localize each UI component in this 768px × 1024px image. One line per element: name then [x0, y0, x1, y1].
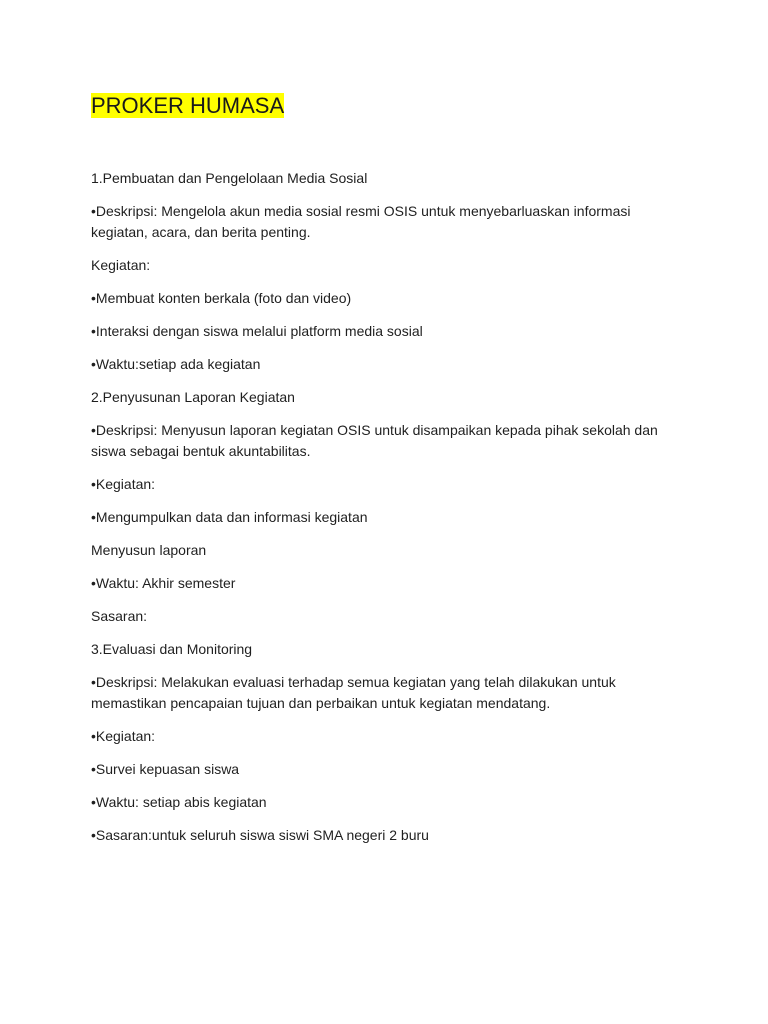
section-heading-2: 2.Penyusunan Laporan Kegiatan [91, 389, 295, 405]
document-body [91, 168, 691, 858]
list-item: •Sasaran:untuk seluruh siswa siswi SMA negeri 2 buru [91, 827, 429, 843]
section-heading-1: 1.Pembuatan dan Pengelolaan Media Sosial [91, 170, 368, 186]
section-heading-3: 3.Evaluasi dan Monitoring [91, 641, 253, 657]
list-item: •Waktu: Akhir semester [91, 575, 236, 591]
paragraph-label-kegiatan-1: Kegiatan: [91, 257, 151, 273]
list-item: •Membuat konten berkala (foto dan video) [91, 290, 352, 306]
list-item: •Kegiatan: [91, 476, 156, 492]
list-item: Menyusun laporan [91, 542, 207, 558]
paragraph-description-2: •Deskripsi: Menyusun laporan kegiatan OSIS untuk disampaikan kepada pihak sekolah dan siswa sebagai bentuk akuntabilitas. [91, 422, 662, 459]
list-item: •Interaksi dengan siswa melalui platform media sosial [91, 323, 423, 339]
paragraph-description-1: •Deskripsi: Mengelola akun media sosial resmi OSIS untuk menyebarluaskan informasi kegiatan, acara, dan berita penting. [91, 203, 635, 240]
list-item: •Mengumpulkan data dan informasi kegiatan [91, 509, 368, 525]
paragraph-label-sasaran-2: Sasaran: [91, 608, 148, 624]
list-item: •Survei kepuasan siswa [91, 761, 240, 777]
list-item: •Kegiatan: [91, 728, 156, 744]
document-title-text: PROKER HUMASA [91, 93, 285, 118]
paragraph-description-3: •Deskripsi: Melakukan evaluasi terhadap semua kegiatan yang telah dilakukan untuk memastikan pencapaian tujuan dan perbaikan untuk kegiatan mendatang. [91, 674, 620, 711]
list-item: •Waktu:setiap ada kegiatan [91, 356, 261, 372]
document-title [89, 91, 286, 121]
list-item: •Waktu: setiap abis kegiatan [91, 794, 267, 810]
